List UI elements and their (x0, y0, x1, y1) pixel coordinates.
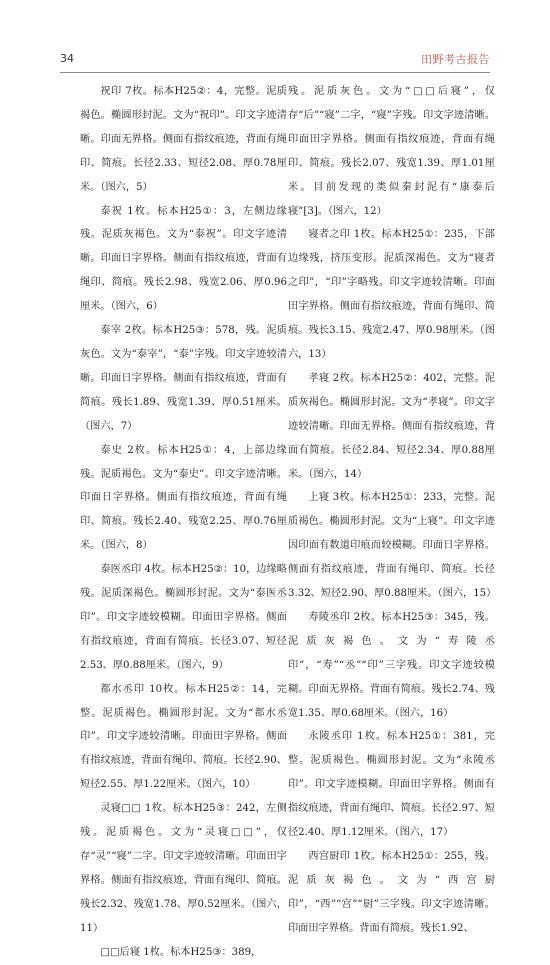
entry-paragraph: 永陵丞印 1枚。标本H25①：381，完整。泥质褐色。椭圆形封泥。文为“永陵丞印”。印文字迹模糊。印面田字界格。侧面有指纹痕迹，背面有绳印、简痕。长径2.97、短径2.40、厚1.12厘米。（图六，17） (288, 731, 495, 839)
entry-paragraph: 泰祝 1枚。标本H25①：3，左侧边缘残。泥质灰褐色。文为“泰祝”。印文字迹清晰。印面日字界格。侧面有指纹痕迹，背面有绳印、简痕。残长2.98、残宽2.06、厚0.96厘米。（图六，6） (80, 205, 287, 313)
entry-paragraph: 孝寝 2枚。标本H25②：402，完整。泥质灰褐色。椭圆形封泥。文为“孝寝”。印文字迹较清晰。印面无界格。侧面有指纹痕迹，背面有简痕。长径2.84、短径2.34、厚0.88厘米。（图六，14） (288, 372, 495, 480)
entry-paragraph: 寿陵丞印 2枚。标本H25③：345，残。泥质灰褐色。文为“寿陵丞印”，“寿”“丞”“印”三字残。印文字迹较模糊。印面无界格。背面有简痕。残长2.74、残宽1.35、厚0.68厘米。（图六，16） (288, 611, 495, 719)
running-head: 田野考古报告 (421, 53, 490, 66)
entry-paragraph: 祝印 7枚。标本H25②：4，完整。泥质褐色。椭圆形封泥。文为“祝印”。印文字迹清晰。印面无界格。侧面有指纹痕迹，背面有绳印、简痕。长径2.33、短径2.08、厚0.78厘米。（图六，5） (80, 86, 287, 193)
page-number: 34 (60, 52, 74, 65)
page-header (60, 50, 490, 73)
entry-paragraph-continued: 残。泥质灰色。文为“□□后寝”，仅存“后”“寝”二字，“寝”字残。印文字迹清晰。印面田字界格。侧面有指纹痕迹，背面有绳印、简痕。残长2.07、残宽1.39、厚1.01厘米。目前发现的类似秦封泥有“康泰后寝”[3]。（图六，12） (288, 86, 495, 217)
left-column (80, 80, 287, 965)
right-column (288, 80, 495, 941)
entry-paragraph: 泰医丞印 4枚。标本H25②：10，边缘略残。泥质深褐色。椭圆形封泥。文为“泰医丞印”。印文字迹较模糊。印面田字界格。侧面有指纹痕迹，背面有简痕。长径3.07、短径2.53、厚0.88厘米。（图六，9） (80, 564, 287, 671)
entry-paragraph: □□后寝 1枚。标本H25③：389， (100, 946, 262, 958)
entry-paragraph: 上寝 3枚。标本H25①：233，完整。泥质褐色。椭圆形封泥。文为“上寝”。印文字迹因印面有数道印痕而较模糊。印面日字界格。侧面有指纹痕迹，背面有绳印、简痕。长径3.32、短径2.90、厚0.88厘米。（图六，15） (288, 492, 497, 600)
entry-paragraph: 灵寝□□ 1枚。标本H25③：242，左侧残。泥质褐色。文为“灵寝□□”，仅存“灵”“寝”二字。印文字迹较清晰。印面田字界格。侧面有指纹痕迹，背面有绳印、简痕。残长2.32、残宽1.78、厚0.52厘米。（图六，11） (80, 803, 287, 934)
entry-paragraph: 寝者之印 1枚。标本H25①：235，下部边缘残，挤压变形。泥质深褐色。文为“寝者之印”，“印”字略残。印文字迹较清晰。印面田字界格。侧面有指纹痕迹，背面有绳印、简痕。残长3.15、残宽2.47、厚0.98厘米。（图六，13） (288, 229, 495, 360)
entry-paragraph: 都水丞印 10枚。标本H25②：14，完整。泥质褐色。椭圆形封泥。文为“都水丞印”。印文字迹较清晰。印面田字界格。侧面有指纹痕迹，背面有绳印、简痕。长径2.90、短径2.55、厚1.22厘米。（图六，10） (80, 683, 287, 791)
entry-paragraph: 泰宰 2枚。标本H25③：578，残。泥质灰色。文为“泰宰”，“泰”字残。印文字迹较清晰。印面日字界格。侧面有指纹痕迹，背面有简痕。残长1.89、残宽1.39、厚0.51厘米。（图六，7） (80, 325, 287, 432)
entry-paragraph: 西宫厨印 1枚。标本H25①：255，残。泥质灰褐色。文为“西宫厨印”，“西”“宫”“厨”三字残。印文字迹清晰。印面田字界格。背面有简痕。残长1.92、 (288, 851, 495, 934)
entry-paragraph: 泰史 2枚。标本H25①：4，上部边缘残。泥质褐色。文为“泰史”。印文字迹清晰。印面日字界格。侧面有指纹痕迹，背面有绳印、简痕。残长2.40、残宽2.25、厚0.76厘米。（图六，8） (80, 444, 287, 552)
